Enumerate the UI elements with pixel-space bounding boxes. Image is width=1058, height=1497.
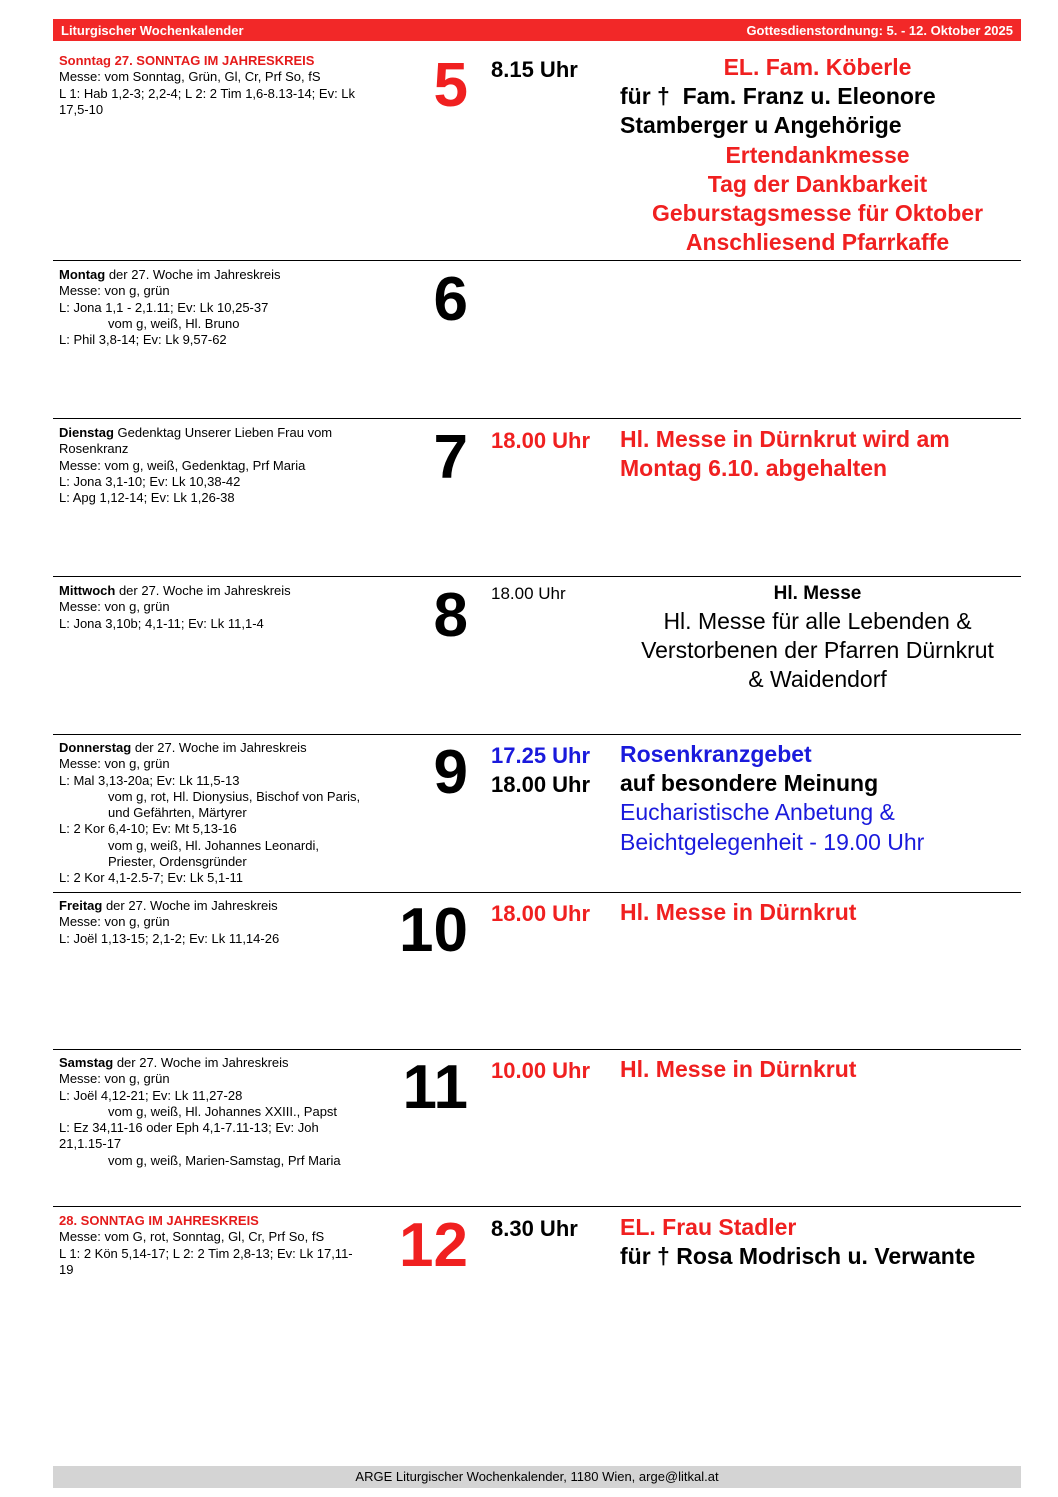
weekday: Freitag	[59, 898, 103, 913]
liturgy-line: L: Jona 1,1 - 2,1.11; Ev: Lk 10,25-37	[59, 299, 269, 315]
day-row	[53, 53, 1021, 261]
weekday: Montag	[59, 267, 106, 282]
liturgy-title: der 27. Woche im Jahreskreis	[131, 740, 307, 755]
intention-line: auf besondere Meinung	[620, 770, 879, 797]
header-date-range: Gottesdienstordnung: 5. - 12. Oktober 2025	[746, 23, 1013, 38]
liturgy-line: Messe: von g, grün	[59, 1071, 170, 1087]
intention-line: Beichtgelegenheit - 19.00 Uhr	[620, 828, 925, 855]
liturgy-line: Messe: vom g, weiß, Gedenktag, Prf Maria	[59, 457, 306, 473]
mass-time: 18.00 Uhr	[491, 428, 591, 453]
liturgy-info	[59, 583, 389, 632]
liturgy-title: der 27. Woche im Jahreskreis	[113, 1055, 289, 1070]
mass-time: 17.25 Uhr	[491, 743, 591, 768]
liturgy-line: L: 2 Kor 4,1-2.5-7; Ev: Lk 5,1-11	[59, 870, 244, 886]
intention-line: Rosenkranzgebet	[620, 741, 812, 767]
liturgy-line: L: Jona 3,10b; 4,1-11; Ev: Lk 11,1-4	[59, 615, 264, 631]
intention-line: Stamberger u Angehörige	[620, 112, 902, 139]
header-bar	[53, 19, 1021, 41]
liturgy-line: Rosenkranz	[59, 441, 129, 457]
day-row	[53, 898, 1021, 1049]
liturgy-line: vom g, weiß, Marien-Samstag, Prf Maria	[108, 1152, 341, 1168]
liturgy-line: und Gefährten, Märtyrer	[108, 805, 247, 821]
liturgy-line: L 1: 2 Kön 5,14-17; L 2: 2 Tim 2,8-13; Ev: Lk 17,11-	[59, 1245, 353, 1261]
intention-line: Anschliesend Pfarrkaffe	[685, 229, 950, 256]
liturgy-info	[59, 898, 389, 947]
liturgy-line: Priester, Ordensgründer	[108, 854, 247, 870]
day-row	[53, 1213, 1021, 1413]
mass-time: 18.00 Uhr	[491, 772, 591, 797]
intention-line: Hl. Messe für alle Lebenden &	[663, 608, 972, 634]
liturgy-info	[59, 740, 389, 887]
day-number: 5	[433, 51, 468, 120]
divider	[53, 260, 1021, 261]
intention-line: Tag der Dankbarkeit	[707, 170, 928, 197]
mass-time: 18.00 Uhr	[491, 584, 566, 603]
liturgy-line: Messe: von g, grün	[59, 914, 170, 930]
weekday: Donnerstag	[59, 740, 132, 755]
liturgy-line: Messe: vom G, rot, Sonntag, Gl, Cr, Prf So, fS	[59, 1229, 325, 1245]
intention-line: Geburstagsmesse für Oktober	[651, 200, 984, 227]
liturgy-info	[59, 1055, 389, 1169]
day-number: 10	[399, 896, 468, 965]
day-number: 12	[399, 1211, 468, 1280]
liturgy-line: vom g, weiß, Hl. Johannes Leonardi,	[108, 837, 319, 853]
liturgy-line: L: 2 Kor 6,4-10; Ev: Mt 5,13-16	[59, 821, 237, 837]
mass-time: 18.00 Uhr	[491, 901, 591, 926]
liturgy-line: Messe: vom Sonntag, Grün, Gl, Cr, Prf So, fS	[59, 69, 321, 85]
intention-line: für † Rosa Modrisch u. Verwante	[620, 1243, 976, 1270]
liturgy-line: Messe: von g, grün	[59, 599, 170, 615]
intention-line: EL. Frau Stadler	[620, 1214, 797, 1240]
divider	[53, 418, 1021, 419]
liturgy-line: vom g, weiß, Hl. Bruno	[108, 315, 240, 331]
divider	[53, 1206, 1021, 1207]
day-row	[53, 740, 1021, 892]
divider	[53, 576, 1021, 577]
intention-line: Hl. Messe in Dürnkrut	[620, 899, 857, 925]
intention-line: für † Fam. Franz u. Eleonore	[620, 83, 936, 110]
liturgy-line: L: Apg 1,12-14; Ev: Lk 1,26-38	[59, 490, 235, 506]
liturgy-line: vom g, weiß, Hl. Johannes XXIII., Papst	[108, 1103, 338, 1119]
intention-line: Eucharistische Anbetung &	[620, 799, 895, 826]
weekday: Mittwoch	[59, 583, 116, 598]
liturgy-line: L: Jona 3,1-10; Ev: Lk 10,38-42	[59, 473, 241, 489]
liturgy-line: 19	[59, 1261, 74, 1277]
day-row	[53, 1055, 1021, 1207]
day-number: 8	[433, 581, 468, 650]
liturgy-line: L: Mal 3,13-20a; Ev: Lk 11,5-13	[59, 772, 240, 788]
day-number: 6	[433, 265, 468, 334]
liturgy-line: L: Ez 34,11-16 oder Eph 4,1-7.11-13; Ev: Joh	[59, 1120, 319, 1136]
liturgy-info	[59, 1213, 389, 1278]
liturgy-line: Messe: von g, grün	[59, 756, 170, 772]
day-number: 11	[402, 1053, 468, 1122]
liturgy-info	[59, 425, 389, 506]
intention-line: Hl. Messe in Dürnkrut	[620, 1056, 857, 1082]
divider	[53, 892, 1021, 893]
weekday: Dienstag	[59, 425, 114, 440]
mass-time: 8.15 Uhr	[491, 57, 578, 82]
day-row	[53, 425, 1021, 576]
liturgy-line: L: Phil 3,8-14; Ev: Lk 9,57-62	[59, 332, 227, 348]
liturgy-title: 28. SONNTAG IM JAHRESKREIS	[59, 1213, 259, 1228]
intention-line: Hl. Messe in Dürnkrut wird am	[620, 426, 950, 452]
day-number: 7	[433, 423, 468, 492]
liturgy-info	[59, 53, 389, 118]
day-number: 9	[433, 738, 468, 807]
intention-line: Montag 6.10. abgehalten	[620, 455, 888, 482]
intention-line: Ertendankmesse	[725, 141, 910, 168]
liturgy-line: L: Joël 1,13-15; 2,1-2; Ev: Lk 11,14-26	[59, 930, 280, 946]
liturgy-title: der 27. Woche im Jahreskreis	[115, 583, 291, 598]
day-row	[53, 267, 1021, 418]
divider	[53, 1049, 1021, 1050]
liturgy-title: der 27. Woche im Jahreskreis	[102, 898, 278, 913]
liturgy-line: vom g, rot, Hl. Dionysius, Bischof von Paris,	[108, 788, 361, 804]
divider	[53, 734, 1021, 735]
liturgy-line: 21,1.15-17	[59, 1136, 122, 1152]
intention-line: EL. Fam. Köberle	[723, 54, 912, 80]
liturgy-line: L: Joël 4,12-21; Ev: Lk 11,27-28	[59, 1087, 243, 1103]
intention-line: Verstorbenen der Pfarren Dürnkrut	[641, 637, 994, 664]
day-row	[53, 583, 1021, 734]
footer: ARGE Liturgischer Wochenkalender, 1180 Wien, arge@litkal.at	[53, 1466, 1021, 1488]
liturgy-title: Gedenktag Unserer Lieben Frau vom	[113, 425, 333, 440]
header-title: Liturgischer Wochenkalender	[61, 23, 244, 38]
liturgy-line: L 1: Hab 1,2-3; 2,2-4; L 2: 2 Tim 1,6-8.13-14; Ev: Lk	[59, 85, 356, 101]
liturgy-line: 17,5-10	[59, 101, 104, 117]
liturgy-info	[59, 267, 389, 348]
intention-line: Hl. Messe	[773, 583, 862, 604]
mass-time: 10.00 Uhr	[491, 1058, 591, 1083]
liturgy-line: Messe: von g, grün	[59, 283, 170, 299]
liturgy-title: der 27. Woche im Jahreskreis	[105, 267, 281, 282]
liturgy-title: Sonntag 27. SONNTAG IM JAHRESKREIS	[59, 53, 315, 68]
mass-time: 8.30 Uhr	[491, 1216, 578, 1241]
intention-line: & Waidendorf	[748, 666, 887, 693]
weekday: Samstag	[59, 1055, 114, 1070]
